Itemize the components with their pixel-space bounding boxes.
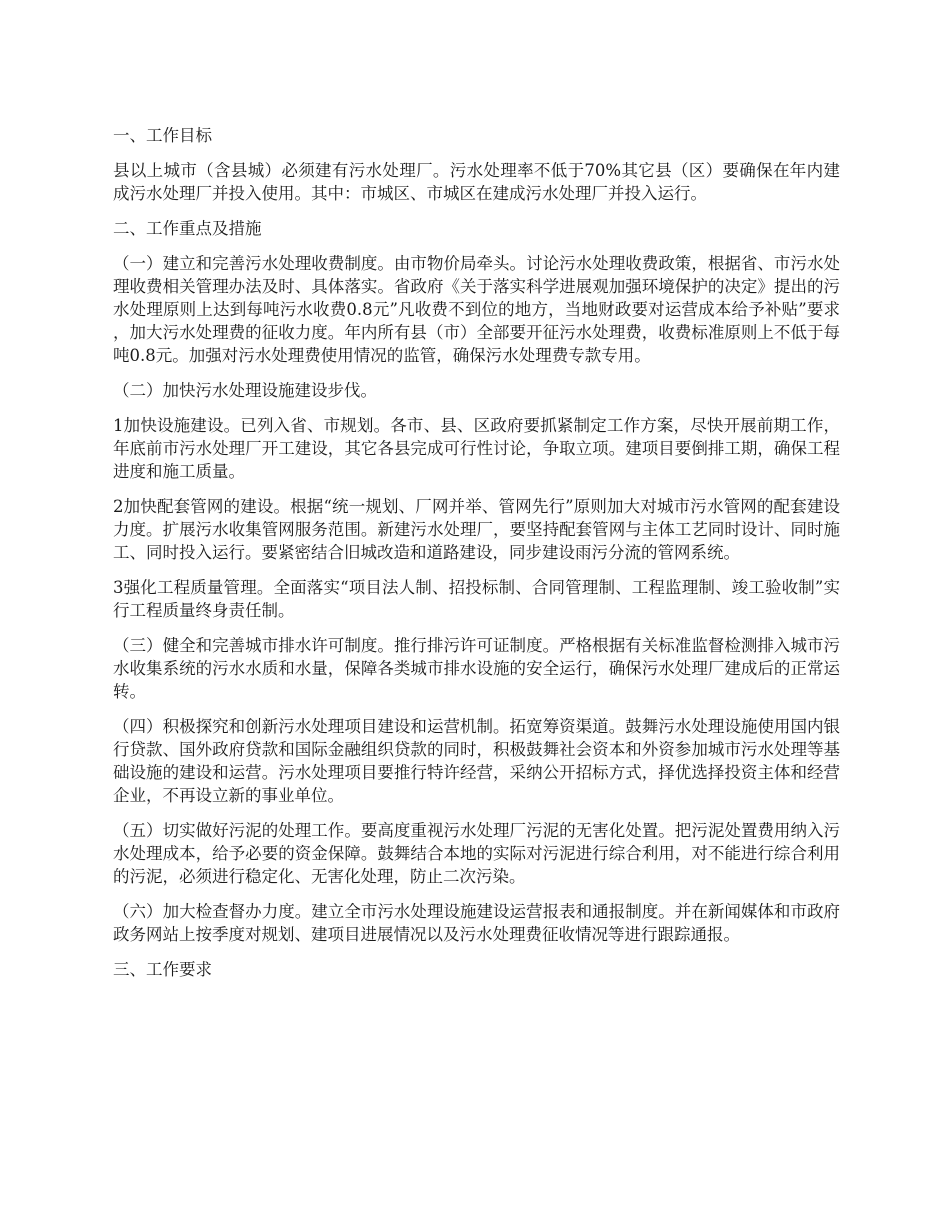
- paragraph-item-1: 1加快设施建设。已列入省、市规划。各市、县、区政府要抓紧制定工作方案，尽快开展前期工作，年底前市污水处理厂开工建设，其它各县完成可行性讨论，争取立项。建项目要倒排工期，确保工程进度和施工质量。: [113, 416, 840, 481]
- document-body: [113, 124, 840, 993]
- paragraph-investment-mechanism: （四）积极探究和创新污水处理项目建设和运营机制。拓宽筹资渠道。鼓舞污水处理设施使用国内银行贷款、国外政府贷款和国际金融组织贷款的同时，积极鼓舞社会资本和外资参加城市污水处理等基础设施的建设和运营。污水处理项目要推行特许经营，采纳公开招标方式，择优选择投资主体和经营企业，不再设立新的事业单位。: [113, 717, 840, 805]
- paragraph-item-3: 3强化工程质量管理。全面落实“项目法人制、招投标制、合同管理制、工程监理制、竣工验收制”实行工程质量终身责任制。: [113, 578, 840, 620]
- paragraph-fee-system: （一）建立和完善污水处理收费制度。由市物价局牵头。讨论污水处理收费政策，根据省、市污水处理收费相关管理办法及时、具体落实。省政府《关于落实科学进展观加强环境保护的决定》提出的污水处理原则上达到每吨污水收费0.8元”凡收费不到位的地方，当地财政要对运营成本给予补贴”要求，加大污水处理费的征收力度。年内所有县（市）全部要开征污水处理费，收费标准原则上不低于每吨0.8元。加强对污水处理费使用情况的监管，确保污水处理费专款专用。: [113, 254, 840, 365]
- paragraph-supervision: （六）加大检查督办力度。建立全市污水处理设施建设运营报表和通报制度。并在新闻媒体和市政府政务网站上按季度对规划、建项目进展情况以及污水处理费征收情况等进行跟踪通报。: [113, 902, 840, 944]
- section-heading-requirements: 三、工作要求: [113, 960, 212, 979]
- section-heading-measures: 二、工作重点及措施: [113, 219, 262, 238]
- paragraph-sludge: （五）切实做好污泥的处理工作。要高度重视污水处理厂污泥的无害化处置。把污泥处置费用纳入污水处理成本，给予必要的资金保障。鼓舞结合本地的实际对污泥进行综合利用，对不能进行综合利用的污泥，必须进行稳定化、无害化处理，防止二次污染。: [113, 821, 840, 886]
- paragraph-drainage-permit: （三）健全和完善城市排水许可制度。推行排污许可证制度。严格根据有关标准监督检测排入城市污水收集系统的污水水质和水量，保障各类城市排水设施的安全运行，确保污水处理厂建成后的正常运转。: [113, 636, 840, 701]
- paragraph-facility-construction: （二）加快污水处理设施建设步伐。: [113, 381, 377, 400]
- paragraph-goals: 县以上城市（含县城）必须建有污水处理厂。污水处理率不低于70%其它县（区）要确保在年内建成污水处理厂并投入使用。其中：市城区、市城区在建成污水处理厂并投入运行。: [113, 161, 840, 203]
- paragraph-item-2: 2加快配套管网的建设。根据“统一规划、厂网并举、管网先行”原则加大对城市污水管网的配套建设力度。扩展污水收集管网服务范围。新建污水处理厂，要坚持配套管网与主体工艺同时设计、同时施工、同时投入运行。要紧密结合旧城改造和道路建设，同步建设雨污分流的管网系统。: [113, 497, 840, 562]
- section-heading-goals: 一、工作目标: [113, 126, 212, 145]
